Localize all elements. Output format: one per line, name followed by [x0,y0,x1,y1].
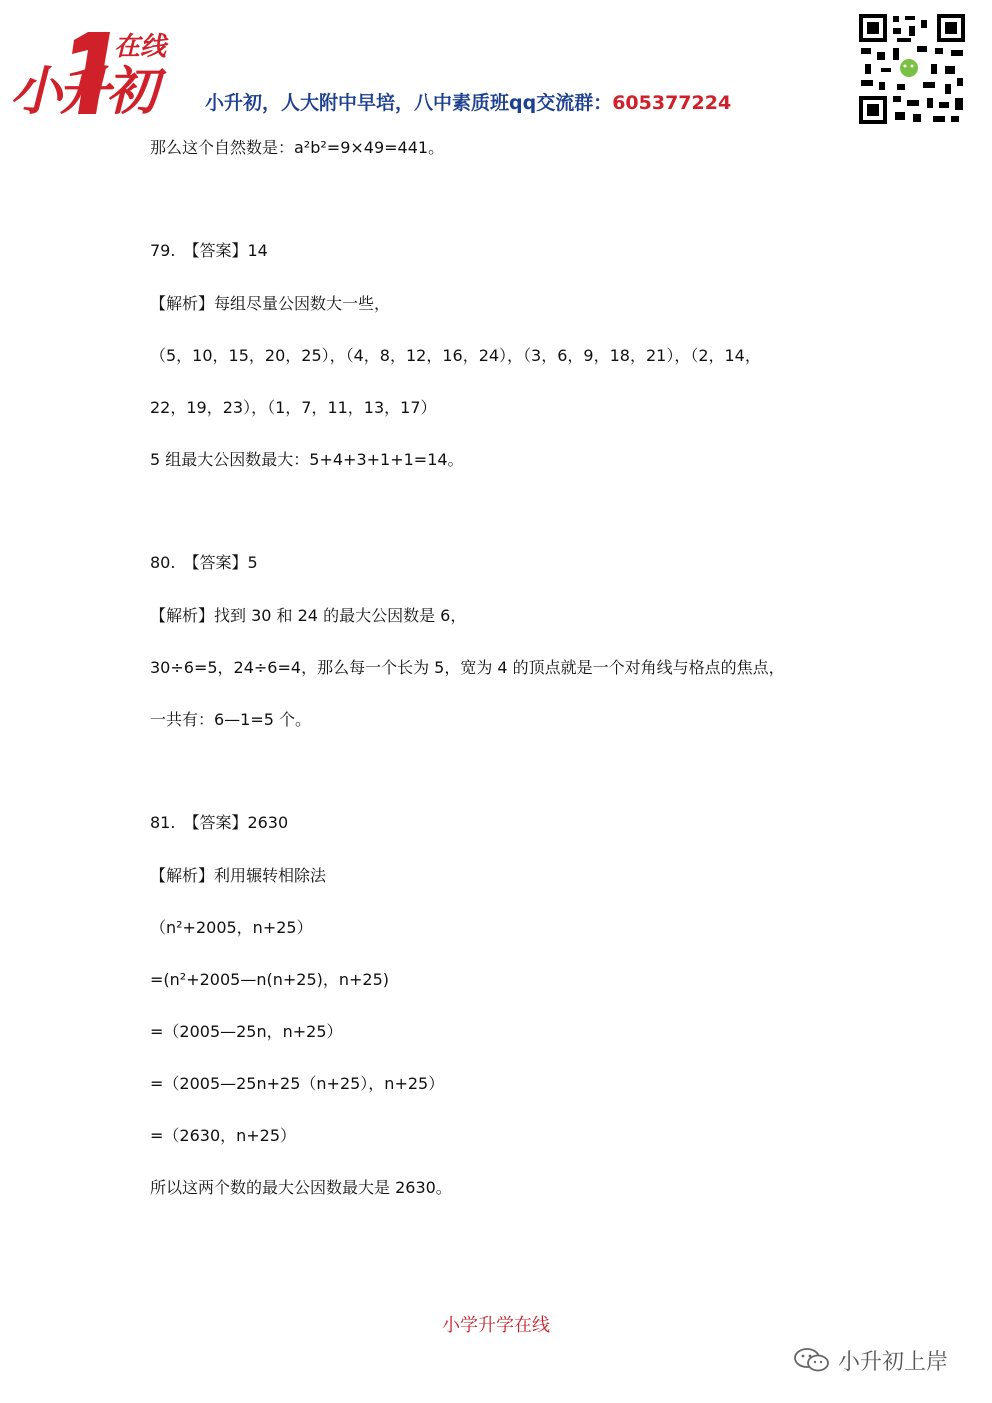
text-line: 【解析】每组尽量公因数大一些， [150,294,391,313]
answer-heading: 79. 【答案】14 [150,241,268,260]
answer-heading: 80. 【答案】5 [150,553,258,572]
logo-subtitle: 在线 [114,32,167,62]
header-contact-text [205,88,731,115]
text-line: 5 组最大公因数最大：5+4+3+1+1=14。 [150,450,464,469]
text-line: 一共有：6—1=5 个。 [150,710,312,729]
text-line: 【解析】利用辗转相除法 [150,866,327,885]
footer-site-name: 小学升学在线 [442,1315,550,1336]
text-line: =（2005—25n，n+25） [150,1022,343,1041]
text-line: =（2005—25n+25（n+25），n+25） [150,1074,445,1093]
text-line: 所以这两个数的最大公因数最大是 2630。 [150,1178,452,1197]
footer-brand-label: 小升初上岸 [838,1350,949,1375]
answer-heading: 81. 【答案】2630 [150,813,289,832]
text-line: （5，10，15，20，25），（4，8，12，16，24），（3，6，9，18，21），（2，14， [150,346,761,365]
text-line: （n²+2005，n+25） [150,918,313,937]
text-line: 那么这个自然数是：a²b²=9×49=441。 [150,138,445,157]
text-line: 22，19，23），（1，7，11，13，17） [150,398,437,417]
text-line: 【解析】找到 30 和 24 的最大公因数是 6， [150,606,467,625]
qr-code-icon [857,12,967,126]
qq-number: 605377224 [612,92,732,114]
text-line: =(n²+2005—n(n+25)，n+25) [150,970,390,989]
text-line: =（2630，n+25） [150,1126,297,1145]
wechat-icon [792,1347,832,1373]
logo-title: 小升初 [10,62,155,122]
header-info: 小升初，人大附中早培，八中素质班qq交流群： [205,92,613,114]
text-line: 30÷6=5，24÷6=4，那么每一个长为 5，宽为 4 的顶点就是一个对角线与格点的焦点， [150,658,785,677]
site-logo [10,28,180,122]
